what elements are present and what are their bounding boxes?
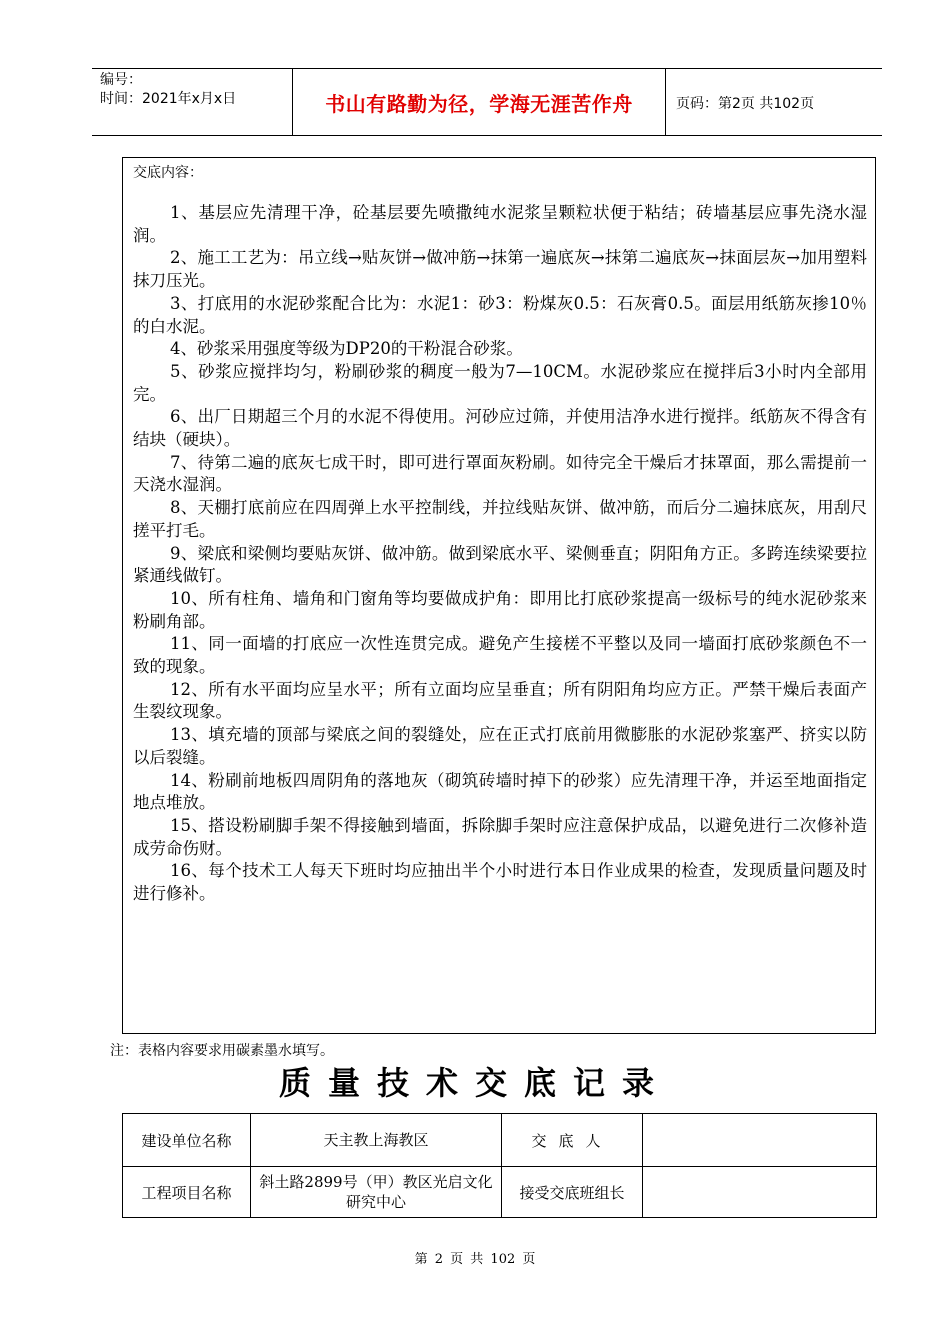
- form-note: 注：表格内容要求用碳素墨水填写。: [110, 1043, 334, 1059]
- list-item: 11、同一面墙的打底应一次性连贯完成。避免产生接槎不平整以及同一墙面打底砂浆颜色不一致的现象。: [133, 634, 867, 677]
- project-info-table: [122, 1113, 877, 1218]
- list-item: 14、粉刷前地板四周阴角的落地灰（砌筑砖墙时掉下的砂浆）应先清理干净，并运至地面指定地点堆放。: [133, 770, 867, 813]
- discloser-value: [643, 1114, 877, 1167]
- page-footer: 第 2 页 共 102 页: [414, 1252, 536, 1267]
- team-leader-value: [643, 1167, 877, 1218]
- list-item: 16、每个技术工人每天下班时均应抽出半个小时进行本日作业成果的检查，发现质量问题及时进行修补。: [133, 861, 867, 904]
- list-item: 4、砂浆采用强度等级为DP20的干粉混合砂浆。: [170, 339, 523, 359]
- page-title: 质量技术交底记录: [278, 1064, 671, 1102]
- discloser-label: 交底人: [502, 1114, 643, 1167]
- team-leader-label: 接受交底班组长: [502, 1167, 643, 1218]
- project-name-label: 工程项目名称: [123, 1167, 251, 1218]
- table-row: [123, 1167, 877, 1218]
- construction-unit-label: 建设单位名称: [123, 1114, 251, 1167]
- disclosure-items: [133, 202, 867, 906]
- header-divider: [665, 68, 666, 136]
- list-item: 1、基层应先清理干净，砼基层要先喷撒纯水泥浆呈颗粒状便于粘结；砖墙基层应事先浇水湿润。: [133, 203, 867, 245]
- number-label: 编号：: [100, 72, 142, 88]
- list-item: 5、砂浆应搅拌均匀，粉刷砂浆的稠度一般为7—10CM。水泥砂浆应在搅拌后3小时内全部用完。: [133, 361, 867, 404]
- header-meta: [100, 71, 236, 109]
- time-label: 时间：2021年x月x日: [100, 91, 237, 107]
- list-item: 3、打底用的水泥砂浆配合比为：水泥1：砂3：粉煤灰0.5：石灰膏0.5。面层用纸筋灰掺10％的白水泥。: [133, 293, 867, 336]
- project-name-value: 斜土路2899号（甲）教区光启文化研究中心: [251, 1167, 502, 1218]
- list-item: 10、所有柱角、墙角和门窗角等均要做成护角：即用比打底砂浆提高一级标号的纯水泥砂浆来粉刷角部。: [133, 588, 867, 631]
- list-item: 9、梁底和梁侧均要贴灰饼、做冲筋。做到梁底水平、梁侧垂直；阴阳角方正。多跨连续梁要拉紧通线做钉。: [133, 543, 867, 586]
- construction-unit-value: 天主教上海教区: [251, 1114, 502, 1167]
- disclosure-content-box: [122, 157, 876, 1034]
- list-item: 2、施工工艺为：吊立线→贴灰饼→做冲筋→抹第一遍底灰→抹第二遍底灰→抹面层灰→加用塑料抹刀压光。: [133, 248, 867, 291]
- list-item: 15、搭设粉刷脚手架不得接触到墙面，拆除脚手架时应注意保护成品，以避免进行二次修补造成劳命伤财。: [133, 815, 867, 858]
- header-page-info: 页码：第2页 共102页: [676, 96, 815, 112]
- list-item: 6、出厂日期超三个月的水泥不得使用。河砂应过筛，并使用洁净水进行搅拌。纸筋灰不得含有结块（硬块）。: [133, 407, 867, 450]
- list-item: 7、待第二遍的底灰七成干时，即可进行罩面灰粉刷。如待完全干燥后才抹罩面，那么需提前一天浇水湿润。: [133, 452, 867, 495]
- list-item: 12、所有水平面均应呈水平；所有立面均应呈垂直；所有阴阳角均应方正。严禁干燥后表面产生裂纹现象。: [133, 679, 867, 722]
- list-item: 13、填充墙的顶部与梁底之间的裂缝处，应在正式打底前用微膨胀的水泥砂浆塞严、挤实以防以后裂缝。: [133, 725, 867, 767]
- header-motto: 书山有路勤为径，学海无涯苦作舟: [325, 91, 633, 116]
- content-label: 交底内容：: [133, 165, 203, 181]
- table-row: [123, 1114, 877, 1167]
- list-item: 8、天棚打底前应在四周弹上水平控制线，并拉线贴灰饼、做冲筋，而后分二遍抹底灰，用刮尺搓平打毛。: [133, 498, 867, 540]
